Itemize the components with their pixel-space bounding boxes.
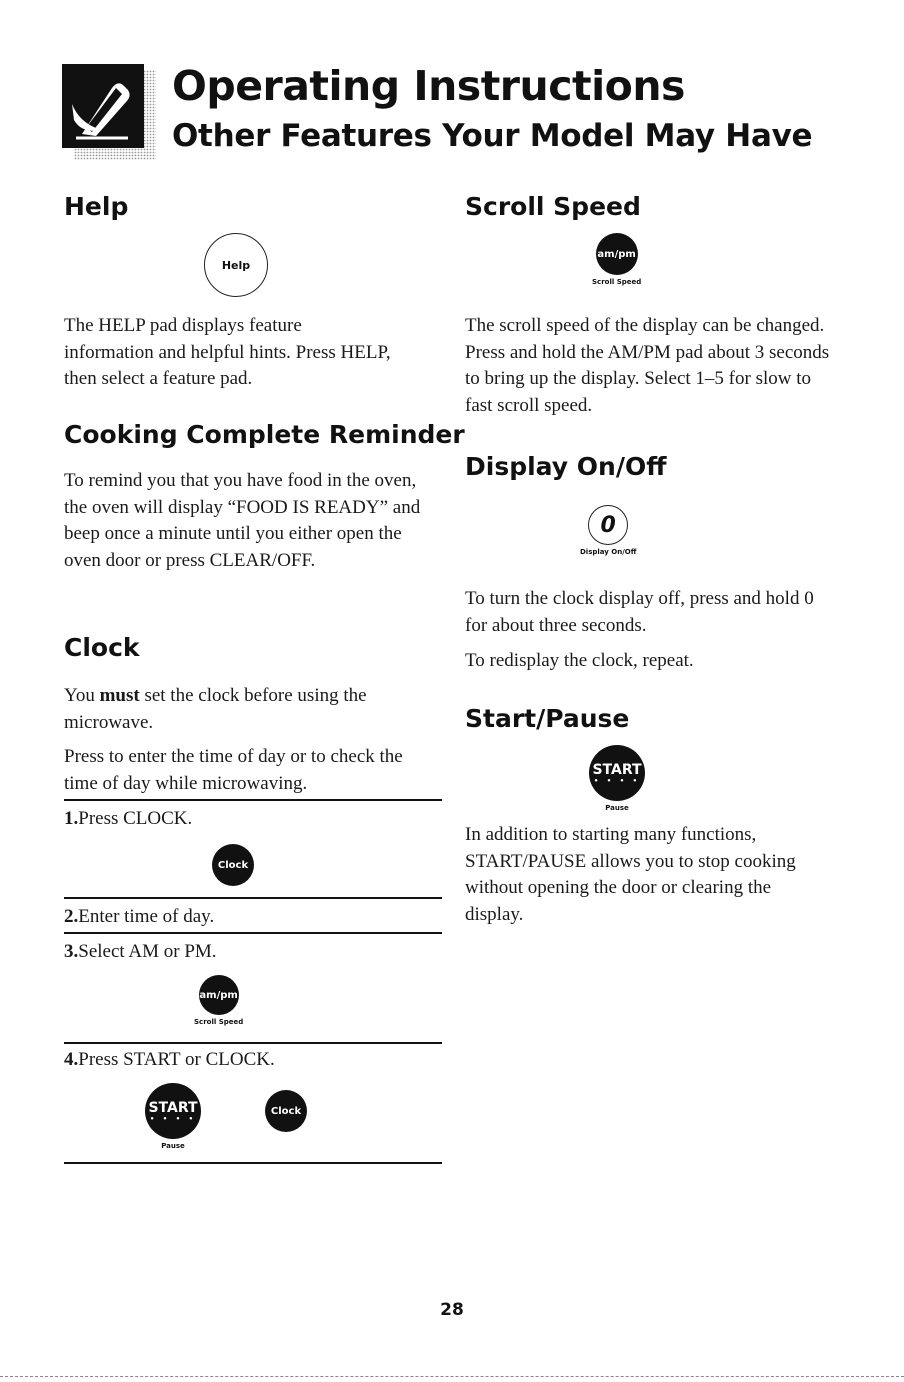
help-text: The HELP pad displays feature information and helpful hints. Press HELP, then select a feature pad.	[64, 315, 391, 389]
clock-pad-label: Clock	[270, 1105, 302, 1117]
help-pad	[204, 233, 268, 297]
start-pause-heading: Start/Pause	[465, 704, 630, 733]
step-2: 2.Enter time of day.	[64, 906, 215, 927]
page-title: Operating Instructions	[172, 62, 685, 110]
clock-text-press: Press to enter the time of day or to check the time of day while microwaving.	[64, 746, 403, 794]
help-heading: Help	[64, 192, 129, 221]
clock-pad	[212, 844, 254, 886]
step-1: 1.Press CLOCK.	[64, 808, 193, 829]
operating-instructions-icon	[62, 64, 156, 160]
start-pause-pad	[589, 745, 645, 812]
step-divider	[64, 932, 442, 934]
clock-pad	[265, 1090, 307, 1132]
step-4: 4.Press START or CLOCK.	[64, 1049, 275, 1070]
clock-heading: Clock	[64, 633, 140, 662]
display-onoff-pad	[580, 505, 636, 556]
display-onoff-pad-label: 0	[600, 512, 616, 538]
step-divider	[64, 1162, 442, 1164]
step-divider	[64, 1042, 442, 1044]
start-pause-pad-dots: • • • •	[593, 777, 641, 785]
step-divider	[64, 799, 442, 801]
display-onoff-heading: Display On/Off	[465, 452, 667, 481]
start-pad-caption: Pause	[161, 1142, 185, 1150]
start-pad-dots: • • • •	[149, 1115, 197, 1123]
ampm-pad	[194, 975, 243, 1026]
start-pause-pad-label: START	[592, 762, 642, 778]
ampm-pad-caption: Scroll Speed	[194, 1018, 244, 1026]
help-pad-label: Help	[221, 258, 251, 272]
cooking-complete-text: To remind you that you have food in the oven, the oven will display “FOOD IS READY” and beep once a minute until you either open the oven door or press CLEAR/OFF.	[64, 470, 421, 571]
clock-text-must: You must set the clock before using the microwave.	[64, 685, 367, 733]
page-edge	[0, 1376, 904, 1377]
display-onoff-pad-caption: Display On/Off	[580, 548, 637, 556]
start-pad	[145, 1083, 201, 1150]
scroll-speed-heading: Scroll Speed	[465, 192, 641, 221]
display-onoff-text: To turn the clock display off, press and hold 0 for about three seconds.	[465, 588, 814, 636]
start-pad-label: START	[148, 1100, 198, 1116]
cooking-complete-heading: Cooking Complete Reminder	[64, 420, 465, 449]
scroll-speed-pad	[592, 233, 641, 286]
scroll-speed-text: The scroll speed of the display can be changed. Press and hold the AM/PM pad about 3 seconds to bring up the display. Select 1–5 for slow to fast scroll speed.	[465, 315, 830, 416]
display-onoff-redisplay: To redisplay the clock, repeat.	[465, 650, 694, 671]
page-number: 28	[440, 1300, 464, 1320]
clock-pad-label: Clock	[217, 859, 249, 871]
page-subtitle: Other Features Your Model May Have	[172, 118, 813, 154]
scroll-speed-pad-caption: Scroll Speed	[592, 278, 642, 286]
start-pause-text: In addition to starting many functions, START/PAUSE allows you to stop cooking without opening the door or clearing the display.	[465, 824, 796, 925]
step-3: 3.Select AM or PM.	[64, 941, 217, 962]
ampm-pad-label: am/pm	[199, 989, 238, 1001]
step-divider	[64, 897, 442, 899]
must-emphasis: must	[99, 685, 140, 706]
scroll-speed-pad-label: am/pm	[597, 248, 636, 260]
start-pause-pad-caption: Pause	[605, 804, 629, 812]
